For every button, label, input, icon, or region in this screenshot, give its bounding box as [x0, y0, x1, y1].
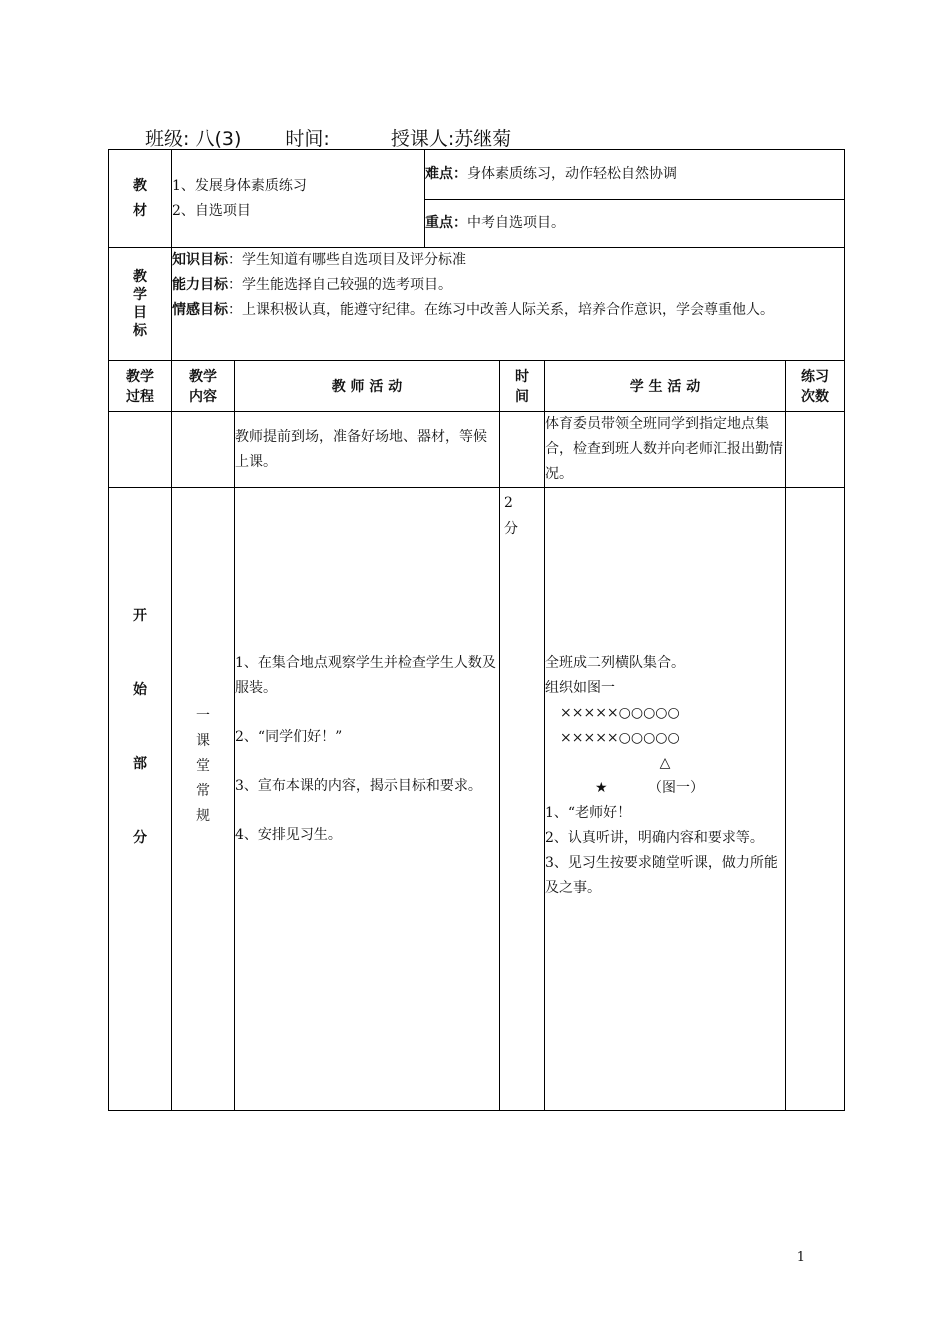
col-process: 教学 过程	[109, 361, 172, 412]
key-point-cell: 重点：中考自选项目。	[425, 200, 845, 248]
class-label: 班级: 八(3)	[145, 128, 242, 150]
pre-class-student: 体育委员带领全班同学到指定地点集合，检查到班人数并向老师汇报出勤情况。	[545, 412, 786, 488]
teacher-item: 2、“同学们好！”	[235, 729, 343, 745]
pre-class-teacher: 教师提前到场，准备好场地、器材，等候上课。	[235, 412, 500, 488]
col-content: 教学 内容	[172, 361, 235, 412]
opening-time: 2 分	[500, 488, 545, 1111]
col-student-activity: 学 生 活 动	[545, 361, 786, 412]
opening-teacher-activity	[235, 488, 500, 1111]
time-label: 时间:	[285, 128, 330, 150]
opening-student-activity: 全班成二列横队集合。 组织如图一 ×××××○○○○○ ×××××○○○○○ △ ★ （图一） 1、“老师好！ 2、认真听讲，明确内容和要求等。 3、见习生按要求随堂听课，做力所能及之事。	[545, 488, 786, 1111]
materials-item: 2、自选项目	[172, 202, 251, 219]
teacher-item: 4、安排见习生。	[235, 827, 342, 843]
star-icon: ★	[595, 780, 608, 796]
teacher-position-icon: △	[659, 755, 671, 771]
materials-list	[172, 150, 425, 248]
opening-section-label: 开 始 部 分	[109, 488, 172, 1111]
lesson-overview-table	[108, 149, 845, 361]
goals-label: 教 学 目 标	[109, 248, 172, 361]
figure-caption: （图一）	[648, 780, 705, 796]
materials-label: 教 材	[109, 150, 172, 248]
lesson-process-table	[108, 360, 845, 1111]
teacher-item: 3、宣布本课的内容，揭示目标和要求。	[235, 778, 482, 794]
page-number: 1	[796, 1250, 805, 1265]
col-practice-count: 练习 次数	[786, 361, 845, 412]
col-time: 时 间	[500, 361, 545, 412]
student-item: 3、见习生按要求随堂听课，做力所能及之事。	[545, 855, 778, 896]
col-teacher-activity: 教 师 活 动	[235, 361, 500, 412]
difficulty-cell: 难点：身体素质练习，动作轻松自然协调	[425, 150, 845, 200]
student-item: 1、“老师好！	[545, 805, 632, 821]
student-item: 2、认真听讲，明确内容和要求等。	[545, 830, 764, 846]
document-header	[145, 124, 549, 151]
teacher-item: 1、在集合地点观察学生并检查学生人数及服装。	[235, 655, 496, 696]
teacher-label: 授课人:苏继菊	[390, 128, 512, 150]
routine-content: 一 课 堂 常 规	[172, 488, 235, 1111]
materials-item: 1、发展身体素质练习	[172, 177, 307, 194]
formation-row: ×××××○○○○○	[560, 705, 680, 721]
formation-row: ×××××○○○○○	[560, 730, 680, 746]
goals-text: 知识目标：学生知道有哪些自选项目及评分标准 能力目标：学生能选择自己较强的选考项目。 情感目标：上课积极认真，能遵守纪律。在练习中改善人际关系，培养合作意识，学会尊重他人。	[172, 248, 845, 361]
